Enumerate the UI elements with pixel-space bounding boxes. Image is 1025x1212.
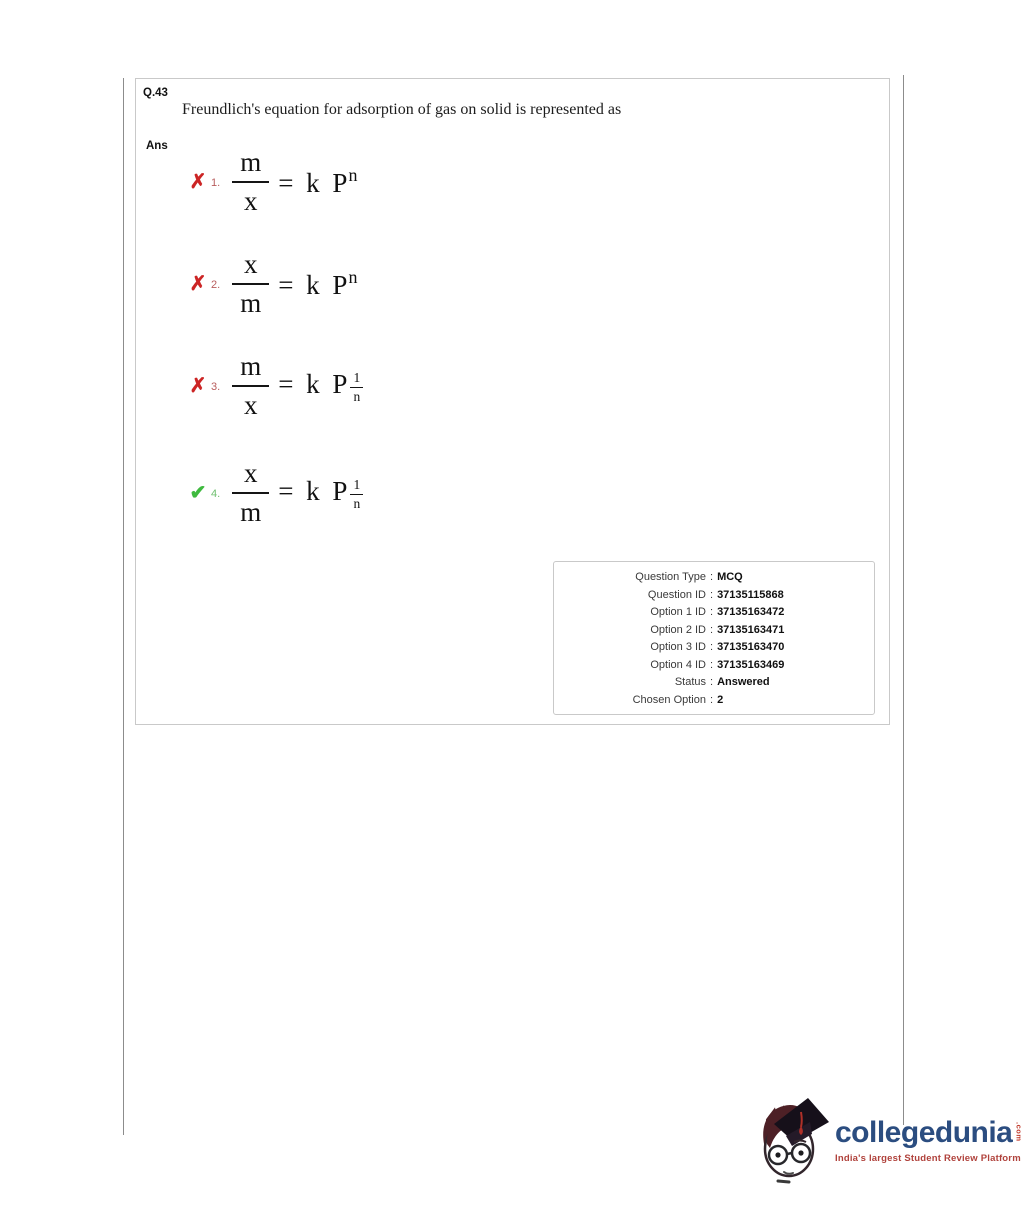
meta-row-chosen-option: [554, 692, 874, 710]
meta-separator: :: [710, 641, 714, 653]
fraction-numerator: x: [243, 458, 258, 488]
meta-label: Status: [674, 676, 706, 688]
exponent-denominator: n: [350, 387, 363, 404]
option-number: 2.: [211, 279, 221, 291]
meta-label: Option 1 ID: [650, 606, 706, 618]
option-equation-rhs: [278, 476, 363, 510]
page-left-rule: [123, 78, 124, 1135]
meta-value: 2: [717, 693, 724, 706]
meta-value: 37135115868: [717, 588, 784, 601]
fraction-denominator: x: [232, 181, 269, 215]
option-fraction: [232, 353, 269, 419]
meta-separator: :: [710, 658, 714, 671]
exponent: n: [348, 267, 358, 287]
brand-name-row: [835, 1118, 1023, 1148]
rhs-text: = k P: [278, 270, 348, 300]
incorrect-mark-icon: ✗: [189, 171, 207, 193]
meta-value: 37135163471: [717, 623, 785, 636]
option-row-2: [187, 251, 357, 317]
meta-separator: :: [710, 693, 714, 706]
meta-row-option-2-id: [554, 622, 874, 640]
meta-separator: :: [710, 623, 714, 636]
option-number: 1.: [211, 177, 221, 189]
meta-separator: :: [710, 588, 714, 601]
brand-text-column: [835, 1096, 1023, 1164]
meta-label: Option 2 ID: [650, 623, 706, 636]
meta-separator: :: [710, 571, 714, 583]
exponent: n: [348, 165, 358, 185]
option-equation-rhs: [278, 267, 357, 301]
incorrect-mark-icon: ✗: [189, 375, 207, 397]
fraction-numerator: m: [240, 147, 262, 177]
rhs-text: = k P: [278, 369, 348, 399]
option-number: 3.: [211, 381, 221, 393]
meta-row-option-1-id: [554, 604, 874, 622]
question-number: Q.43: [143, 87, 168, 99]
option-row-4: [187, 460, 363, 526]
meta-value: MCQ: [717, 571, 743, 583]
meta-row-option-3-id: [554, 639, 874, 657]
meta-value: 37135163470: [717, 641, 785, 653]
meta-separator: :: [710, 676, 714, 688]
brand-name: collegedunia: [835, 1116, 1013, 1149]
rhs-text: = k P: [278, 476, 348, 506]
collegedunia-logo[interactable]: [758, 1096, 1023, 1189]
meta-row-status: [554, 674, 874, 692]
option-fraction: [232, 251, 269, 317]
meta-label: Chosen Option: [632, 693, 706, 706]
option-fraction: [232, 460, 269, 526]
answer-label: Ans: [146, 140, 168, 152]
meta-value: Answered: [717, 676, 770, 688]
brand-domain-suffix: .com: [1014, 1122, 1024, 1142]
option-row-3: [187, 353, 363, 419]
option-row-1: [187, 149, 357, 215]
question-metadata-panel: [553, 561, 875, 715]
question-card: [135, 78, 890, 725]
option-equation-rhs: [278, 165, 357, 199]
option-equation-rhs: [278, 369, 363, 403]
fraction-denominator: m: [232, 283, 269, 317]
option-number: 4.: [211, 488, 221, 500]
meta-separator: :: [710, 606, 714, 618]
exponent-numerator: 1: [353, 370, 361, 385]
exponent-numerator: 1: [353, 477, 361, 492]
fraction-numerator: x: [243, 249, 258, 279]
exponent-fraction: [350, 478, 363, 510]
fraction-numerator: m: [240, 351, 262, 381]
fraction-denominator: x: [232, 385, 269, 419]
meta-label: Question Type: [635, 571, 706, 583]
meta-label: Option 4 ID: [650, 658, 706, 671]
fraction-denominator: m: [232, 492, 269, 526]
option-fraction: [232, 149, 269, 215]
meta-label: Question ID: [647, 588, 706, 601]
incorrect-mark-icon: ✗: [189, 273, 207, 295]
meta-value: 37135163469: [717, 658, 785, 671]
brand-tagline: India's largest Student Review Platform: [835, 1153, 1021, 1164]
meta-row-question-type: [554, 569, 874, 587]
mascot-icon: [758, 1096, 830, 1189]
exponent-fraction: [350, 371, 363, 403]
meta-value: 37135163472: [717, 606, 785, 618]
exponent-denominator: n: [350, 494, 363, 511]
meta-label: Option 3 ID: [650, 641, 706, 653]
meta-row-option-4-id: [554, 657, 874, 675]
meta-row-question-id: [554, 587, 874, 605]
rhs-text: = k P: [278, 168, 348, 198]
question-text: Freundlich's equation for adsorption of gas on solid is represented as: [182, 101, 622, 118]
page-right-rule: [903, 75, 904, 1125]
correct-mark-icon: ✔: [189, 482, 207, 504]
